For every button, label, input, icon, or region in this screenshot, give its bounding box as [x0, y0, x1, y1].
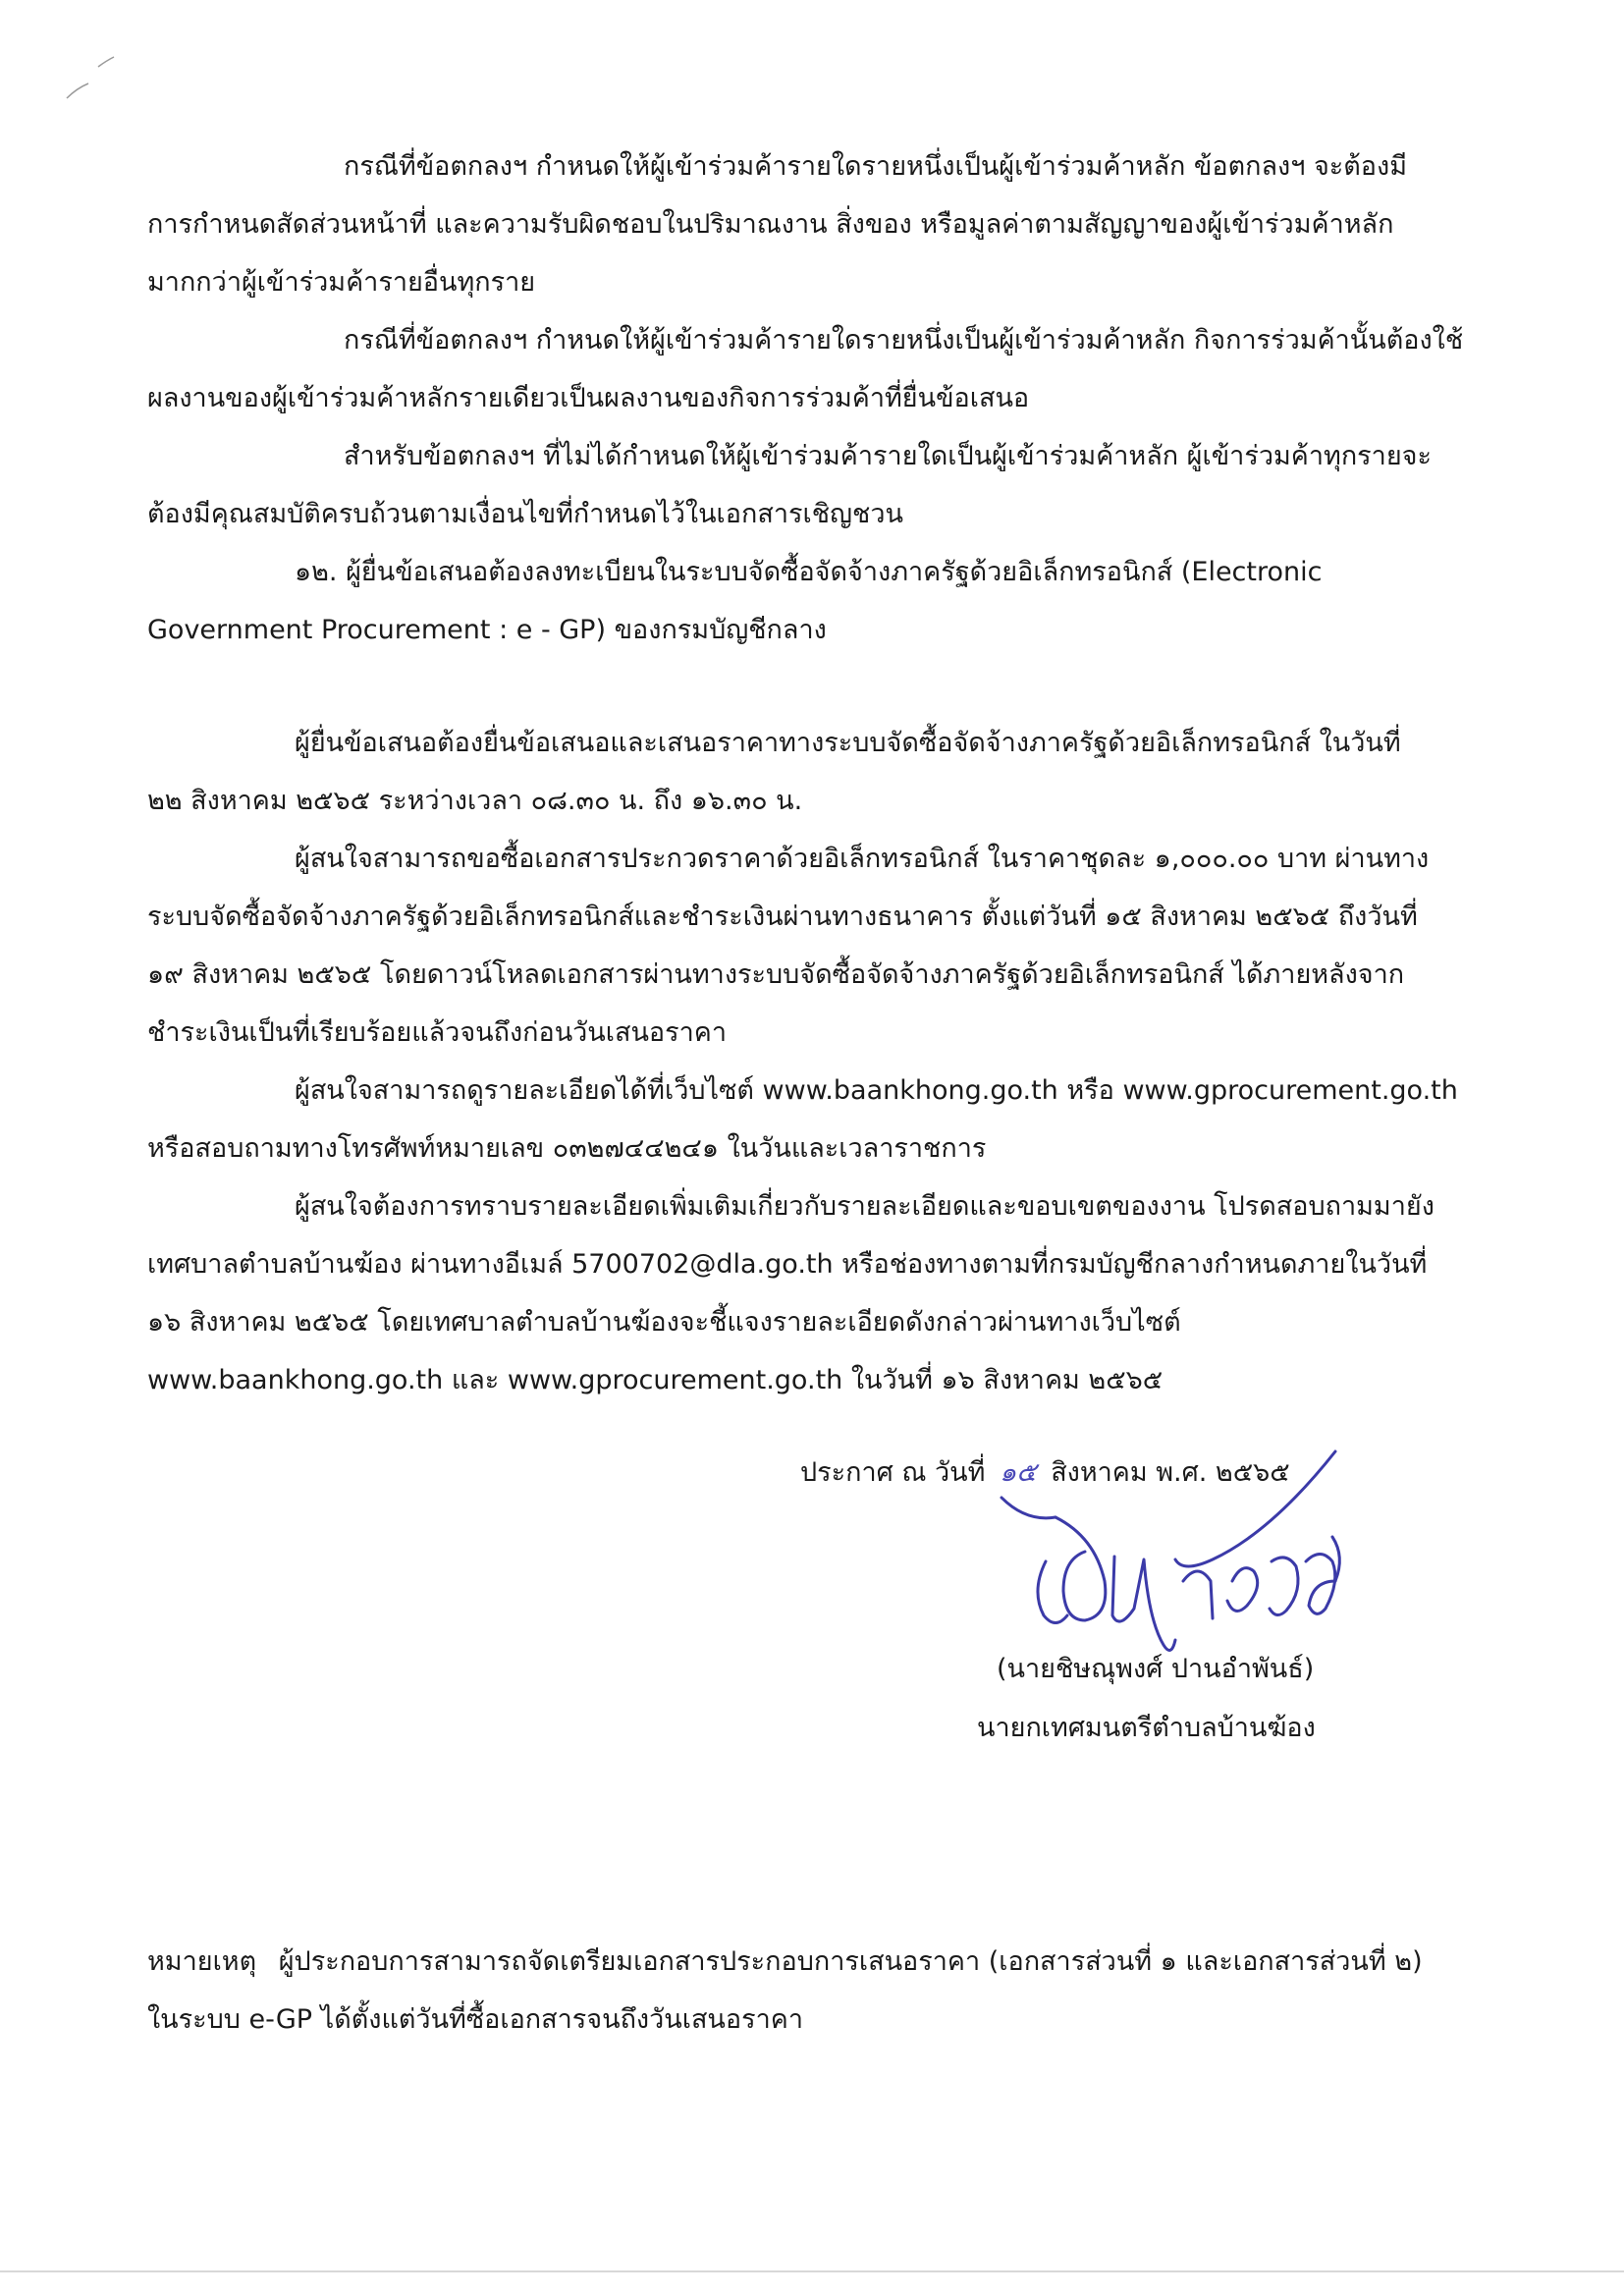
paragraph-further-details-cont — [147, 1235, 1453, 1409]
paragraph-document-purchase — [147, 830, 1453, 888]
page-bottom-edge — [0, 2270, 1624, 2272]
text-line: การกำหนดสัดส่วนหน้าที่ และความรับผิดชอบในปริมาณงาน สิ่งของ หรือมูลค่าตามสัญญาของผู้เข้าร่วมค้าหลัก — [147, 209, 1394, 240]
remark-note — [147, 1933, 1473, 2049]
text-line: เทศบาลตำบลบ้านฆ้อง ผ่านทางอีเมล์ 5700702@dla.go.th หรือช่องทางตามที่กรมบัญชีกลางกำหนดภายในวันที่ — [147, 1249, 1428, 1280]
paragraph-lead-contractor-work — [147, 311, 1464, 369]
announcement-prefix: ประกาศ ณ วันที่ — [800, 1457, 986, 1488]
text-line: ผู้สนใจสามารถดูรายละเอียดได้ที่เว็บไซต์ www.baankhong.go.th หรือ www.gprocurement.go.th — [295, 1075, 1458, 1106]
text-line: หรือสอบถามทางโทรศัพท์หมายเลข ๐๓๒๗๔๔๒๔๑ ในวันและเวลาราชการ — [147, 1133, 987, 1164]
signature-block — [800, 1444, 1488, 1743]
paragraph-egp-registration — [147, 543, 1453, 601]
document-body — [147, 137, 1464, 1409]
paragraph-no-lead-contractor-cont — [147, 485, 1453, 543]
text-line: ผู้สนใจสามารถขอซื้อเอกสารประกวดราคาด้วยอิเล็กทรอนิกส์ ในราคาชุดละ ๑,๐๐๐.๐๐ บาท ผ่านทาง — [295, 844, 1430, 874]
text-line: มากกว่าผู้เข้าร่วมค้ารายอื่นทุกราย — [147, 267, 536, 298]
remark-text: ผู้ประกอบการสามารถจัดเตรียมเอกสารประกอบการเสนอราคา (เอกสารส่วนที่ ๑ และเอกสารส่วนที่ ๒) — [278, 1946, 1423, 1977]
scan-speck-mark — [59, 49, 128, 108]
paragraph-egp-registration-cont — [147, 601, 1453, 659]
paragraph-further-details — [147, 1177, 1453, 1235]
text-line: กรณีที่ข้อตกลงฯ กำหนดให้ผู้เข้าร่วมค้ารายใดรายหนึ่งเป็นผู้เข้าร่วมค้าหลัก กิจการร่วมค้านั้นต้องใช้ — [344, 325, 1464, 355]
text-line: ผู้สนใจต้องการทราบรายละเอียดเพิ่มเติมเกี่ยวกับรายละเอียดและขอบเขตของงาน โปรดสอบถามมายัง — [295, 1191, 1435, 1222]
remark-label: หมายเหตุ — [147, 1946, 257, 1977]
paragraph-bid-submission-cont — [147, 772, 1453, 830]
announcement-suffix: สิงหาคม พ.ศ. ๒๕๖๕ — [1051, 1457, 1290, 1488]
text-line: ๑๖ สิงหาคม ๒๕๖๕ โดยเทศบาลตำบลบ้านฆ้องจะชี้แจงรายละเอียดดังกล่าวผ่านทางเว็บไซต์ — [147, 1307, 1181, 1338]
text-line: ชำระเงินเป็นที่เรียบร้อยแล้วจนถึงก่อนวันเสนอราคา — [147, 1017, 728, 1048]
text-line: ต้องมีคุณสมบัติครบถ้วนตามเงื่อนไขที่กำหนดไว้ในเอกสารเชิญชวน — [147, 499, 903, 529]
paragraph-lead-contractor-share — [147, 137, 1453, 195]
text-line: ๒๒ สิงหาคม ๒๕๖๕ ระหว่างเวลา ๐๘.๓๐ น. ถึง ๑๖.๓๐ น. — [147, 786, 803, 816]
text-line: Government Procurement : e - GP) ของกรมบัญชีกลาง — [147, 615, 827, 645]
signer-title: นายกเทศมนตรีตำบลบ้านฆ้อง — [977, 1713, 1316, 1743]
paragraph-bid-submission — [147, 714, 1453, 772]
paragraph-lead-contractor-work-cont — [147, 369, 1453, 427]
paragraph-website-info-cont — [147, 1120, 1453, 1177]
signer-name: (นายชิษณุพงศ์ ปานอำพันธ์) — [997, 1654, 1315, 1684]
paragraph-document-purchase-cont — [147, 888, 1453, 1062]
announcement-day-handwritten: ๑๕ — [1000, 1457, 1037, 1488]
text-line: ๑๒. ผู้ยื่นข้อเสนอต้องลงทะเบียนในระบบจัดซื้อจัดจ้างภาครัฐด้วยอิเล็กทรอนิกส์ (Electronic — [295, 557, 1323, 587]
remark-line-2: ในระบบ e-GP ได้ตั้งแต่วันที่ซื้อเอกสารจนถึงวันเสนอราคา — [147, 2004, 803, 2035]
remark-line-1 — [147, 1933, 1473, 1991]
paragraph-no-lead-contractor — [147, 427, 1453, 485]
paragraph-website-info — [147, 1062, 1458, 1120]
text-line: สำหรับข้อตกลงฯ ที่ไม่ได้กำหนดให้ผู้เข้าร่วมค้ารายใดเป็นผู้เข้าร่วมค้าหลัก ผู้เข้าร่วมค้าทุกรายจะ — [344, 441, 1432, 471]
text-line: กรณีที่ข้อตกลงฯ กำหนดให้ผู้เข้าร่วมค้ารายใดรายหนึ่งเป็นผู้เข้าร่วมค้าหลัก ข้อตกลงฯ จะต้องมี — [344, 151, 1408, 182]
text-line: ผลงานของผู้เข้าร่วมค้าหลักรายเดียวเป็นผลงานของกิจการร่วมค้าที่ยื่นข้อเสนอ — [147, 383, 1030, 413]
text-line: ๑๙ สิงหาคม ๒๕๖๕ โดยดาวน์โหลดเอกสารผ่านทางระบบจัดซื้อจัดจ้างภาครัฐด้วยอิเล็กทรอนิกส์ ได้ภายหลังจาก — [147, 959, 1405, 990]
paragraph-lead-contractor-share-cont — [147, 195, 1453, 311]
text-line: ระบบจัดซื้อจัดจ้างภาครัฐด้วยอิเล็กทรอนิกส์และชำระเงินผ่านทางธนาคาร ตั้งแต่วันที่ ๑๕ สิงหาคม ๒๕๖๕ ถึงวันที่ — [147, 902, 1418, 932]
text-line: ผู้ยื่นข้อเสนอต้องยื่นข้อเสนอและเสนอราคาทางระบบจัดซื้อจัดจ้างภาครัฐด้วยอิเล็กทรอนิกส์ ในวันที่ — [295, 728, 1401, 758]
text-line: www.baankhong.go.th และ www.gprocurement.go.th ในวันที่ ๑๖ สิงหาคม ๒๕๖๕ — [147, 1365, 1164, 1395]
